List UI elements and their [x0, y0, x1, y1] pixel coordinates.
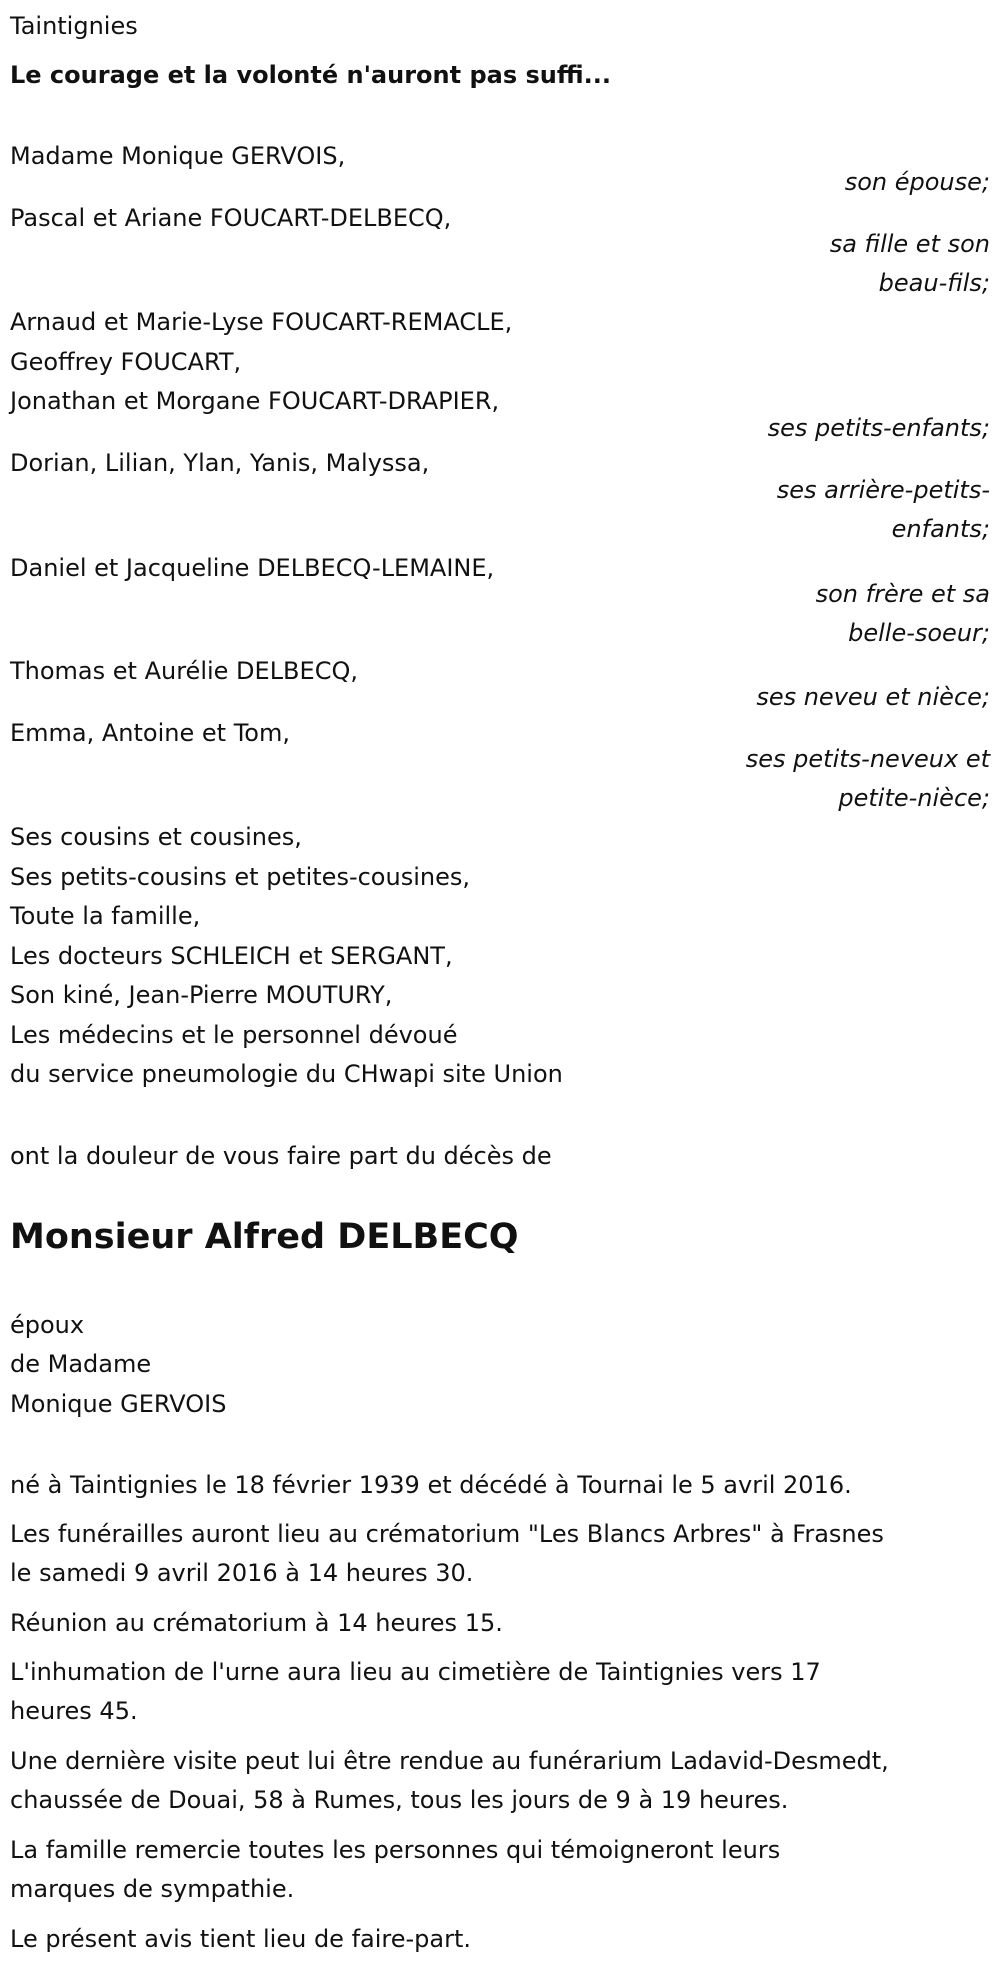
family-name-line: Jonathan et Morgane FOUCART-DRAPIER,	[10, 387, 500, 415]
deceased-name: Monsieur Alfred DELBECQ	[10, 1217, 519, 1257]
spouse-line: époux	[10, 1311, 85, 1339]
family-relation: sa fille et son	[829, 230, 990, 258]
detail-line: heures 45.	[10, 1697, 138, 1725]
family-name-line: Emma, Antoine et Tom,	[10, 719, 290, 747]
spouse-line: de Madame	[10, 1350, 152, 1378]
others-line: Ses petits-cousins et petites-cousines,	[10, 863, 470, 891]
detail-line: marques de sympathie.	[10, 1875, 295, 1903]
detail-line: Une dernière visite peut lui être rendue au funérarium Ladavid-Desmedt,	[10, 1747, 889, 1775]
family-name-line: Thomas et Aurélie DELBECQ,	[10, 657, 358, 685]
family-relation: ses arrière-petits-	[776, 476, 990, 504]
family-name-line: Pascal et Ariane FOUCART-DELBECQ,	[10, 204, 452, 232]
detail-line: Les funérailles auront lieu au crématorium "Les Blancs Arbres" à Frasnes	[10, 1520, 884, 1548]
others-line: Toute la famille,	[10, 902, 201, 930]
others-line: Les médecins et le personnel dévoué	[10, 1021, 458, 1049]
family-relation: beau-fils;	[878, 269, 990, 297]
family-name-line: Dorian, Lilian, Ylan, Yanis, Malyssa,	[10, 449, 430, 477]
location: Taintignies	[10, 12, 138, 40]
detail-line: chaussée de Douai, 58 à Rumes, tous les jours de 9 à 19 heures.	[10, 1786, 789, 1814]
family-relation: son épouse;	[844, 168, 990, 196]
family-relation: belle-soeur;	[848, 619, 990, 647]
detail-line: Le présent avis tient lieu de faire-part.	[10, 1925, 472, 1953]
others-line: du service pneumologie du CHwapi site Union	[10, 1060, 563, 1088]
detail-line: La famille remercie toutes les personnes qui témoigneront leurs	[10, 1836, 781, 1864]
others-line: Les docteurs SCHLEICH et SERGANT,	[10, 942, 453, 970]
family-name-line: Daniel et Jacqueline DELBECQ-LEMAINE,	[10, 554, 495, 582]
others-line: Ses cousins et cousines,	[10, 823, 302, 851]
family-relation: ses petits-neveux et	[745, 745, 990, 773]
tagline: Le courage et la volonté n'auront pas suffi...	[10, 61, 611, 89]
detail-line: né à Taintignies le 18 février 1939 et décédé à Tournai le 5 avril 2016.	[10, 1471, 852, 1499]
detail-line: le samedi 9 avril 2016 à 14 heures 30.	[10, 1559, 474, 1587]
family-relation: ses neveu et nièce;	[756, 683, 990, 711]
announcement: ont la douleur de vous faire part du décès de	[10, 1142, 552, 1170]
detail-line: L'inhumation de l'urne aura lieu au cimetière de Taintignies vers 17	[10, 1658, 821, 1686]
family-relation: ses petits-enfants;	[767, 414, 990, 442]
others-line: Son kiné, Jean-Pierre MOUTURY,	[10, 981, 393, 1009]
detail-line: Réunion au crématorium à 14 heures 15.	[10, 1609, 503, 1637]
spouse-line: Monique GERVOIS	[10, 1390, 227, 1418]
family-name-line: Arnaud et Marie-Lyse FOUCART-REMACLE,	[10, 308, 513, 336]
family-name-line: Madame Monique GERVOIS,	[10, 142, 346, 170]
family-relation: petite-nièce;	[838, 784, 990, 812]
family-name-line: Geoffrey FOUCART,	[10, 348, 242, 376]
family-relation: son frère et sa	[815, 580, 990, 608]
family-relation: enfants;	[891, 515, 990, 543]
